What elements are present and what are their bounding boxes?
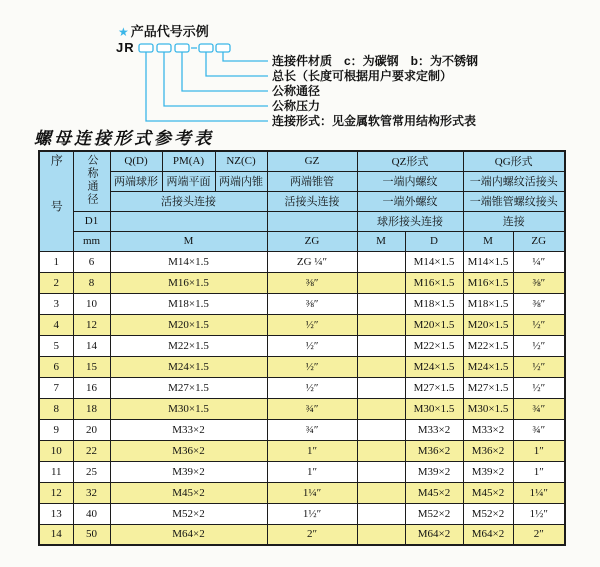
cell-qg-zg: ⅜″ xyxy=(513,293,565,314)
cell-qz-d: M18×1.5 xyxy=(405,293,463,314)
cell-index: 4 xyxy=(39,314,73,335)
cell-qz-m xyxy=(357,419,405,440)
cell-gz-thread: 1″ xyxy=(267,440,357,461)
code-box xyxy=(157,44,171,52)
cell-gz-thread: ½″ xyxy=(267,335,357,356)
cell-m-thread: M30×1.5 xyxy=(110,398,267,419)
cell-m-thread: M14×1.5 xyxy=(110,251,267,272)
table-body xyxy=(39,251,565,545)
cell-m-thread: M33×2 xyxy=(110,419,267,440)
cell-qz-m xyxy=(357,314,405,335)
cell-m-thread: M27×1.5 xyxy=(110,377,267,398)
cell-qz-m xyxy=(357,524,405,545)
cell-index: 6 xyxy=(39,356,73,377)
cell-qg-zg: ¼″ xyxy=(513,251,565,272)
cell-qz-m xyxy=(357,272,405,293)
cell-gz-thread: 1½″ xyxy=(267,503,357,524)
header-mm: mm xyxy=(73,231,110,251)
cell-qz-d: M16×1.5 xyxy=(405,272,463,293)
cell-index: 12 xyxy=(39,482,73,503)
cell-gz-thread: ¾″ xyxy=(267,398,357,419)
header-pm-sub: 两端平面 xyxy=(162,171,215,191)
header-gz: GZ xyxy=(267,151,357,171)
connector-line xyxy=(182,52,268,91)
table-row xyxy=(39,440,565,461)
cell-mm: 10 xyxy=(73,293,110,314)
cell-qg-zg: ¾″ xyxy=(513,398,565,419)
cell-m-thread: M64×2 xyxy=(110,524,267,545)
cell-index: 9 xyxy=(39,419,73,440)
cell-mm: 32 xyxy=(73,482,110,503)
table-row xyxy=(39,293,565,314)
header-qg-m: M xyxy=(463,231,513,251)
cell-qg-m: M36×2 xyxy=(463,440,513,461)
cell-qz-d: M27×1.5 xyxy=(405,377,463,398)
cell-index: 10 xyxy=(39,440,73,461)
header-qd-sub: 两端球形 xyxy=(110,171,162,191)
cell-qz-m xyxy=(357,377,405,398)
cell-qg-zg: ½″ xyxy=(513,335,565,356)
cell-qg-zg: ½″ xyxy=(513,314,565,335)
header-pm: PM(A) xyxy=(162,151,215,171)
label-connector-material: 连接件材质 c：为碳钢 b：为不锈钢 xyxy=(272,54,479,68)
header-qz-sub2: 一端外螺纹 xyxy=(357,191,463,211)
table-row xyxy=(39,524,565,545)
cell-mm: 40 xyxy=(73,503,110,524)
cell-qg-m: M14×1.5 xyxy=(463,251,513,272)
cell-gz-thread: ⅜″ xyxy=(267,293,357,314)
header-qz-d: D xyxy=(405,231,463,251)
cell-qg-m: M24×1.5 xyxy=(463,356,513,377)
header-seq: 序号 xyxy=(39,151,73,251)
label-nominal-pressure: 公称压力 xyxy=(272,99,321,113)
cell-qz-m xyxy=(357,482,405,503)
cell-qg-zg: 2″ xyxy=(513,524,565,545)
cell-qg-m: M20×1.5 xyxy=(463,314,513,335)
cell-m-thread: M18×1.5 xyxy=(110,293,267,314)
table-row xyxy=(39,335,565,356)
header-qg-zg: ZG xyxy=(513,231,565,251)
cell-gz-thread: 1″ xyxy=(267,461,357,482)
cell-m-thread: M22×1.5 xyxy=(110,335,267,356)
cell-gz-thread: ½″ xyxy=(267,356,357,377)
cell-index: 3 xyxy=(39,293,73,314)
cell-gz-thread: ¾″ xyxy=(267,419,357,440)
cell-qg-m: M22×1.5 xyxy=(463,335,513,356)
header-nominal-diameter: 公称通径 xyxy=(73,151,110,211)
cell-qz-d: M45×2 xyxy=(405,482,463,503)
cell-qz-d: M33×2 xyxy=(405,419,463,440)
cell-index: 1 xyxy=(39,251,73,272)
table-title: 螺母连接形式参考表 xyxy=(34,129,214,148)
table-row xyxy=(39,503,565,524)
cell-qg-zg: ½″ xyxy=(513,377,565,398)
header-d1: D1 xyxy=(73,211,110,231)
cell-mm: 15 xyxy=(73,356,110,377)
label-nominal-diameter: 公称通径 xyxy=(272,84,321,98)
cell-mm: 8 xyxy=(73,272,110,293)
cell-qz-m xyxy=(357,251,405,272)
cell-qg-m: M64×2 xyxy=(463,524,513,545)
table-header xyxy=(39,151,565,251)
table-row xyxy=(39,398,565,419)
cell-qz-m xyxy=(357,356,405,377)
header-nz-sub: 两端内锥 xyxy=(215,171,267,191)
cell-index: 11 xyxy=(39,461,73,482)
header-nz: NZ(C) xyxy=(215,151,267,171)
header-qz-sub3: 球形接头连接 xyxy=(357,211,463,231)
cell-gz-thread: ½″ xyxy=(267,314,357,335)
diagram-title-text: 产品代号示例 xyxy=(130,24,209,39)
table-row xyxy=(39,314,565,335)
cell-qg-zg: 1″ xyxy=(513,440,565,461)
cell-mm: 6 xyxy=(73,251,110,272)
cell-m-thread: M45×2 xyxy=(110,482,267,503)
cell-qz-m xyxy=(357,440,405,461)
cell-m-thread: M20×1.5 xyxy=(110,314,267,335)
cell-mm: 50 xyxy=(73,524,110,545)
cell-m-thread: M36×2 xyxy=(110,440,267,461)
header-row-4 xyxy=(39,211,565,231)
cell-mm: 20 xyxy=(73,419,110,440)
cell-qz-m xyxy=(357,398,405,419)
product-code-prefix: JR xyxy=(116,40,135,55)
cell-mm: 22 xyxy=(73,440,110,461)
cell-gz-thread: 2″ xyxy=(267,524,357,545)
cell-qz-d: M36×2 xyxy=(405,440,463,461)
cell-mm: 18 xyxy=(73,398,110,419)
cell-qz-m xyxy=(357,503,405,524)
cell-qz-d: M52×2 xyxy=(405,503,463,524)
cell-qz-d: M64×2 xyxy=(405,524,463,545)
header-qg: QG形式 xyxy=(463,151,565,171)
cell-qg-m: M30×1.5 xyxy=(463,398,513,419)
cell-mm: 12 xyxy=(73,314,110,335)
cell-qg-m: M33×2 xyxy=(463,419,513,440)
cell-m-thread: M16×1.5 xyxy=(110,272,267,293)
table-row xyxy=(39,482,565,503)
cell-index: 13 xyxy=(39,503,73,524)
cell-qz-d: M30×1.5 xyxy=(405,398,463,419)
header-qg-sub2: 一端锥管螺纹接头 xyxy=(463,191,565,211)
nut-connection-table xyxy=(38,150,566,546)
connector-line xyxy=(223,52,268,61)
cell-qg-zg: 1¼″ xyxy=(513,482,565,503)
header-qd: Q(D) xyxy=(110,151,162,171)
cell-qz-m xyxy=(357,461,405,482)
cell-mm: 16 xyxy=(73,377,110,398)
cell-index: 2 xyxy=(39,272,73,293)
header-qz: QZ形式 xyxy=(357,151,463,171)
cell-qg-m: M16×1.5 xyxy=(463,272,513,293)
header-qz-sub1: 一端内螺纹 xyxy=(357,171,463,191)
cell-index: 8 xyxy=(39,398,73,419)
star-icon: ★ xyxy=(118,25,129,39)
cell-gz-thread: ZG ¼″ xyxy=(267,251,357,272)
cell-qg-m: M18×1.5 xyxy=(463,293,513,314)
cell-qg-m: M45×2 xyxy=(463,482,513,503)
cell-qg-m: M39×2 xyxy=(463,461,513,482)
header-blank-left xyxy=(110,211,267,231)
cell-m-thread: M52×2 xyxy=(110,503,267,524)
header-row-1 xyxy=(39,151,565,171)
header-row-2 xyxy=(39,171,565,191)
table-row xyxy=(39,356,565,377)
header-qg-sub3: 连接 xyxy=(463,211,565,231)
code-box xyxy=(199,44,213,52)
code-box xyxy=(216,44,230,52)
cell-gz-thread: ⅜″ xyxy=(267,272,357,293)
cell-gz-thread: ½″ xyxy=(267,377,357,398)
cell-qz-d: M20×1.5 xyxy=(405,314,463,335)
table-row xyxy=(39,419,565,440)
connector-line xyxy=(206,52,268,76)
table-row xyxy=(39,377,565,398)
header-union-left: 活接头连接 xyxy=(110,191,267,211)
cell-qz-d: M24×1.5 xyxy=(405,356,463,377)
header-qg-sub1: 一端内螺纹活接头 xyxy=(463,171,565,191)
header-gz-sub: 两端锥管 xyxy=(267,171,357,191)
code-box xyxy=(139,44,153,52)
cell-qz-d: M22×1.5 xyxy=(405,335,463,356)
code-box xyxy=(175,44,189,52)
cell-m-thread: M24×1.5 xyxy=(110,356,267,377)
header-union-gz: 活接头连接 xyxy=(267,191,357,211)
cell-qg-m: M27×1.5 xyxy=(463,377,513,398)
table-row xyxy=(39,461,565,482)
cell-m-thread: M39×2 xyxy=(110,461,267,482)
table-row xyxy=(39,251,565,272)
cell-gz-thread: 1¼″ xyxy=(267,482,357,503)
header-row-5 xyxy=(39,231,565,251)
cell-qz-m xyxy=(357,293,405,314)
cell-index: 14 xyxy=(39,524,73,545)
cell-mm: 25 xyxy=(73,461,110,482)
cell-index: 7 xyxy=(39,377,73,398)
cell-qz-m xyxy=(357,335,405,356)
cell-qg-zg: ¾″ xyxy=(513,419,565,440)
cell-index: 5 xyxy=(39,335,73,356)
header-qz-m: M xyxy=(357,231,405,251)
cell-qg-zg: ½″ xyxy=(513,356,565,377)
connector-line xyxy=(164,52,268,106)
cell-qg-zg: 1″ xyxy=(513,461,565,482)
cell-qg-m: M52×2 xyxy=(463,503,513,524)
header-m: M xyxy=(110,231,267,251)
cell-qg-zg: ⅜″ xyxy=(513,272,565,293)
header-row-3 xyxy=(39,191,565,211)
cell-qz-d: M14×1.5 xyxy=(405,251,463,272)
table-row xyxy=(39,272,565,293)
label-total-length: 总长（长度可根据用户要求定制） xyxy=(272,69,453,83)
label-connection-form: 连接形式：见金属软管常用结构形式表 xyxy=(272,114,477,128)
header-zg: ZG xyxy=(267,231,357,251)
cell-mm: 14 xyxy=(73,335,110,356)
header-blank-gz xyxy=(267,211,357,231)
cell-qg-zg: 1½″ xyxy=(513,503,565,524)
cell-qz-d: M39×2 xyxy=(405,461,463,482)
